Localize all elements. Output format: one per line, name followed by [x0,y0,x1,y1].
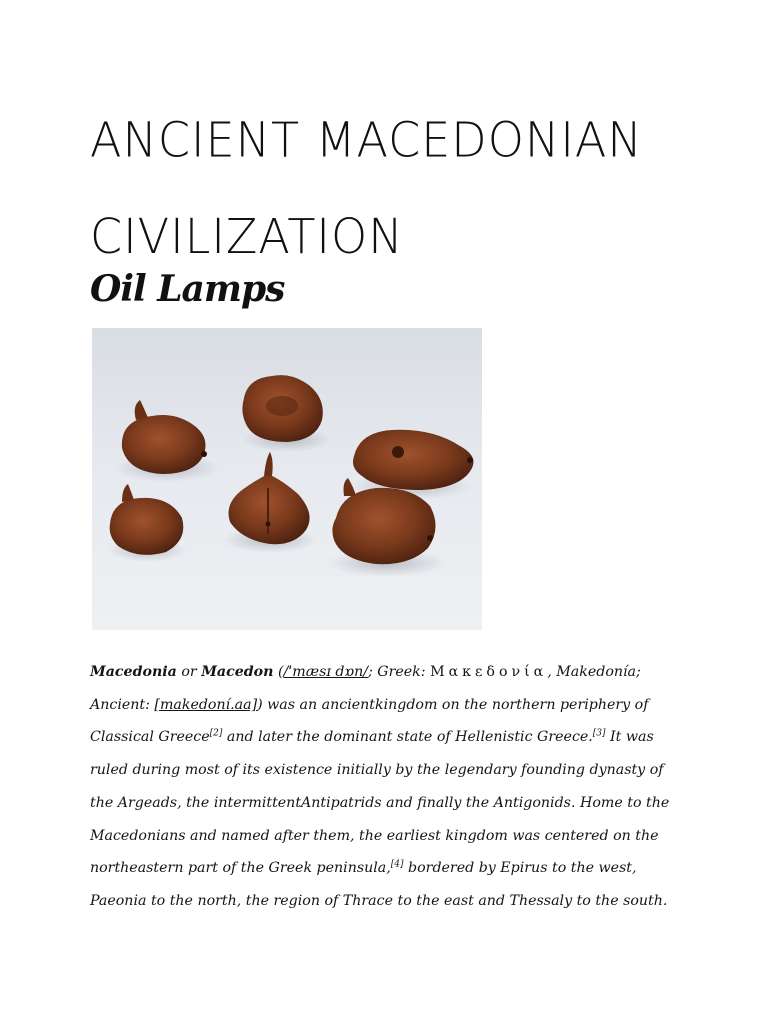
text-translit: , Makedonía; Ancient: [90,664,641,713]
text-s2: and later the dominant state of Hellenistic Greece. [222,729,593,746]
greek-word: Μακεδονία [430,664,548,680]
lamp-4 [110,484,184,555]
text-s3: It was ruled during most of its existence initially by the legendary founding dynasty of the Argeads, the intermittentAntipatrids and finally the Antigonids. Home to the Macedonians and named after them, the earliest kingdom was centered on the northeastern part of the Greek peninsula, [90,729,670,877]
ref-2[interactable]: [2] [209,728,223,739]
page-title [90,91,710,284]
body-paragraph [90,656,690,918]
text-s4: bordered by Epirus to the west, Paeonia to the north, the region of Thrace to the east and Thessaly to the south. [90,860,668,909]
oil-lamps-illustration [92,328,482,630]
title-line-2: CIVILIZATION [90,207,404,265]
text-greek-label: ; Greek: [367,664,431,680]
text-s1: ) was an ancientkingdom on the northern periphery of Classical Greece [90,696,649,746]
term-macedonia: Macedonia [90,664,177,680]
oil-lamps-photo [92,328,482,630]
ref-3[interactable]: [3] [592,728,606,739]
term-macedon: Macedon [201,664,274,680]
section-subtitle: Oil Lamps [90,268,285,310]
title-line-1: ANCIENT MACEDONIAN [90,111,643,169]
ancient-ipa-link[interactable]: [makedoní.aa] [154,696,258,713]
lamp-5 [229,452,310,544]
lamp-2 [242,375,322,442]
text-open-paren: ( [273,664,284,680]
text-or: or [176,664,202,680]
ipa-link[interactable]: /ˈmæsɪ dɒn/ [283,664,368,680]
lamp-3 [353,430,474,490]
ref-4[interactable]: [4] [390,859,404,870]
lamp-1 [122,400,207,474]
